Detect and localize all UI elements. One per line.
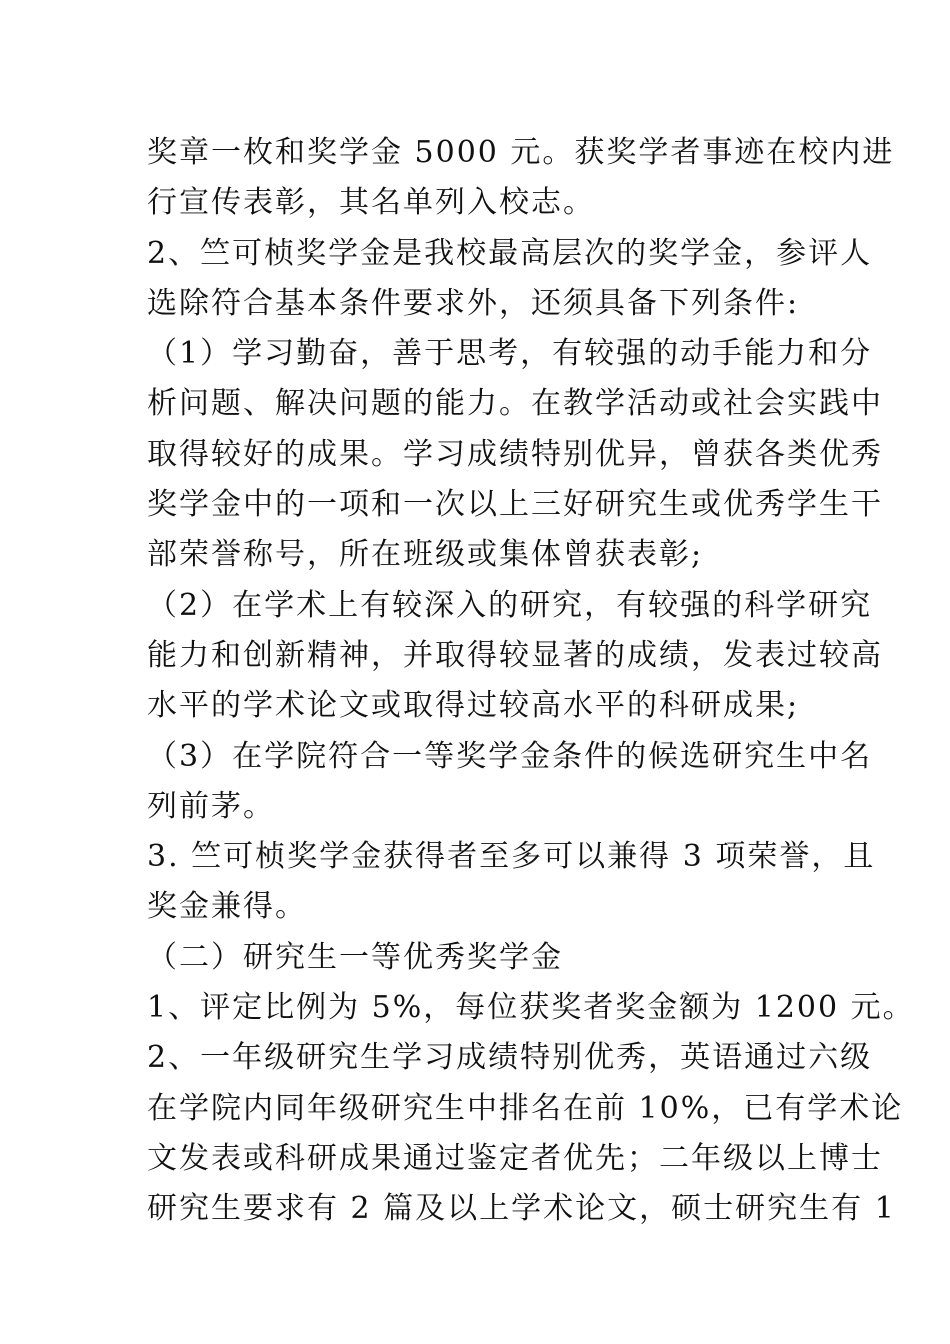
text-line: 取得较好的成果。学习成绩特别优异，曾获各类优秀 — [147, 436, 883, 472]
text-line: 研究生要求有 2 篇及以上学术论文，硕士研究生有 1 — [147, 1191, 896, 1227]
text-line: 水平的学术论文或取得过较高水平的科研成果; — [147, 688, 800, 724]
text-line: 3. 竺可桢奖学金获得者至多可以兼得 3 项荣誉，且 — [147, 839, 876, 875]
text-line: （3）在学院符合一等奖学金条件的候选研究生中名 — [147, 738, 873, 774]
text-line: 文发表或科研成果通过鉴定者优先；二年级以上博士 — [147, 1140, 883, 1176]
text-line: 选除符合基本条件要求外，还须具备下列条件: — [147, 285, 800, 321]
text-line: 行宣传表彰，其名单列入校志。 — [147, 185, 595, 221]
document-body — [147, 128, 915, 1235]
text-line: 2、一年级研究生学习成绩特别优秀，英语通过六级 — [147, 1040, 873, 1076]
text-line: （1）学习勤奋，善于思考，有较强的动手能力和分 — [147, 336, 873, 372]
text-line: 在学院内同年级研究生中排名在前 10%，已有学术论 — [147, 1090, 904, 1126]
text-line: （2）在学术上有较深入的研究，有较强的科学研究 — [147, 587, 873, 623]
text-line: 部荣誉称号，所在班级或集体曾获表彰; — [147, 537, 704, 573]
text-line: 2、竺可桢奖学金是我校最高层次的奖学金，参评人 — [147, 235, 873, 271]
text-line: 1、评定比例为 5%，每位获奖者奖金额为 1200 元。 — [147, 990, 915, 1026]
text-line: 奖金兼得。 — [147, 889, 307, 925]
text-line: 析问题、解决问题的能力。在教学活动或社会实践中 — [147, 386, 883, 422]
text-line: 列前茅。 — [147, 788, 275, 824]
text-line: 奖学金中的一项和一次以上三好研究生或优秀学生干 — [147, 487, 883, 523]
text-line: （二）研究生一等优秀奖学金 — [147, 939, 563, 975]
text-line: 能力和创新精神，并取得较显著的成绩，发表过较高 — [147, 637, 883, 673]
text-line: 奖章一枚和奖学金 5000 元。获奖学者事迹在校内进 — [147, 135, 895, 170]
